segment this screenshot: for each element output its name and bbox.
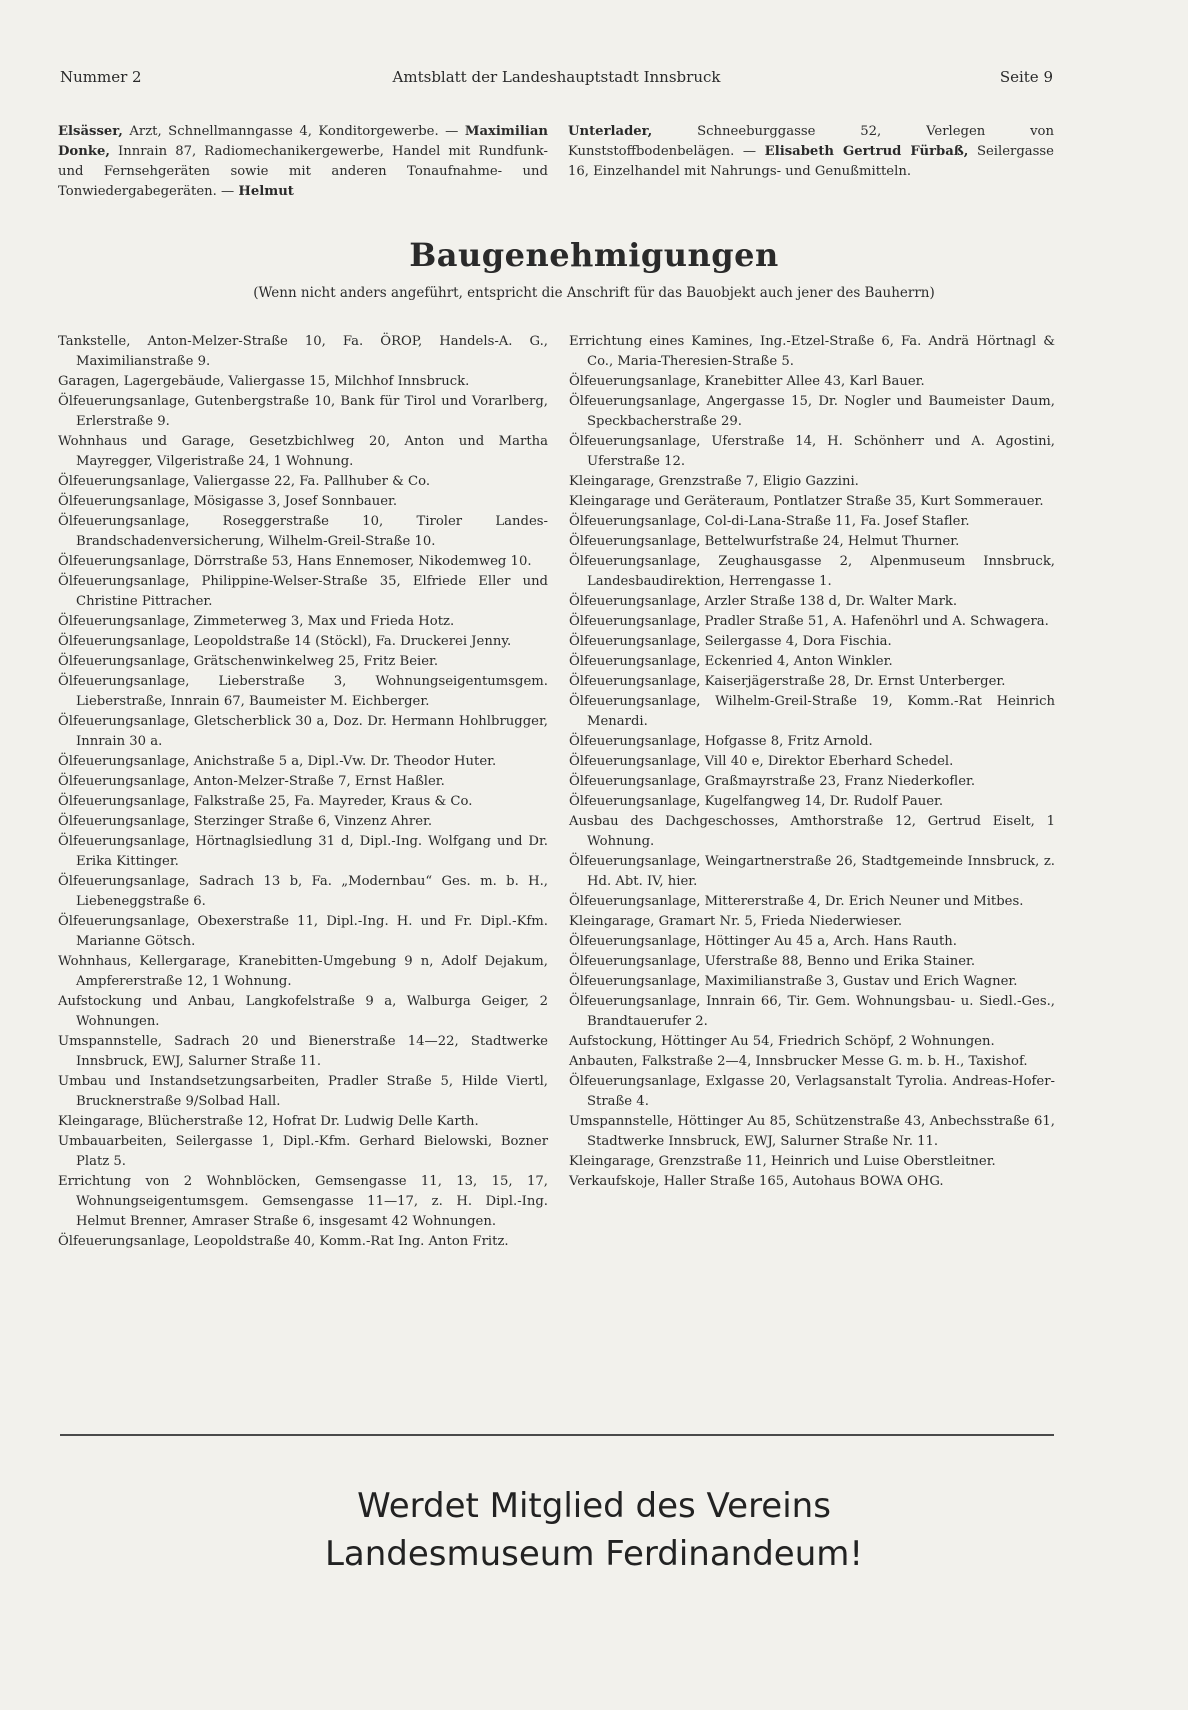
permit-entry: Ölfeuerungsanlage, Gletscherblick 30 a, Doz. Dr. Hermann Hohlbrugger, Innrain 30 a.: [58, 714, 548, 749]
permit-entry: Aufstockung, Höttinger Au 54, Friedrich Schöpf, 2 Wohnungen.: [569, 1034, 995, 1049]
permit-entry: Ölfeuerungsanlage, Dörrstraße 53, Hans Ennemoser, Nikodemweg 10.: [58, 554, 532, 569]
permit-entry: Ölfeuerungsanlage, Leopoldstraße 14 (Stöckl), Fa. Druckerei Jenny.: [58, 634, 512, 649]
permit-entry: Ölfeuerungsanlage, Anton-Melzer-Straße 7, Ernst Haßler.: [58, 774, 445, 789]
permit-entry: Ölfeuerungsanlage, Innrain 66, Tir. Gem. Wohnungsbau- u. Siedl.-Ges., Brandtauerufer 2.: [569, 994, 1055, 1029]
permit-entry: Kleingarage, Blücherstraße 12, Hofrat Dr. Ludwig Delle Karth.: [58, 1114, 479, 1129]
business-description: Arzt, Schnellmanngasse 4, Konditorgewerbe. —: [122, 124, 465, 139]
permit-entry: Ölfeuerungsanlage, Kugelfangweg 14, Dr. Rudolf Pauer.: [569, 794, 944, 809]
permit-entry: Ölfeuerungsanlage, Lieberstraße 3, Wohnungseigentumsgem. Lieberstraße, Innrain 67, Baumeister M. Eichberger.: [58, 674, 548, 709]
permit-entry: Ölfeuerungsanlage, Zimmeterweg 3, Max und Frieda Hotz.: [58, 614, 455, 629]
permit-entry: Ölfeuerungsanlage, Kranebitter Allee 43, Karl Bauer.: [569, 374, 925, 389]
permit-entry: Kleingarage, Grenzstraße 7, Eligio Gazzini.: [569, 474, 859, 489]
permit-entry: Ölfeuerungsanlage, Hörtnaglsiedlung 31 d, Dipl.-Ing. Wolfgang und Dr. Erika Kittinger.: [58, 834, 548, 869]
permit-entry: Ölfeuerungsanlage, Mittererstraße 4, Dr. Erich Neuner und Mitbes.: [569, 894, 1024, 909]
permit-entry: Ölfeuerungsanlage, Leopoldstraße 40, Komm.-Rat Ing. Anton Fritz.: [58, 1234, 509, 1249]
page-header: [60, 68, 1053, 94]
advertisement-line-2: Landesmuseum Ferdinandeum!: [324, 1534, 864, 1574]
section-subtitle: (Wenn nicht anders angeführt, entspricht die Anschrift für das Bauobjekt auch jener des Bauherrn): [253, 285, 935, 301]
issue-number: Nummer 2: [60, 68, 142, 86]
permit-entry: Ölfeuerungsanlage, Uferstraße 14, H. Schönherr und A. Agostini, Uferstraße 12.: [569, 434, 1055, 469]
permit-entry: Ölfeuerungsanlage, Roseggerstraße 10, Tiroler Landes-Brandschadenversicherung, Wilhelm-Greil-Straße 10.: [58, 514, 548, 549]
permit-entry: Ölfeuerungsanlage, Falkstraße 25, Fa. Mayreder, Kraus & Co.: [58, 794, 473, 809]
divider-rule: [60, 1434, 1054, 1436]
top-text-right: [568, 122, 1054, 182]
permit-entry: Ölfeuerungsanlage, Uferstraße 88, Benno und Erika Stainer.: [569, 954, 976, 969]
permit-entry: Ölfeuerungsanlage, Vill 40 e, Direktor Eberhard Schedel.: [569, 754, 954, 769]
permit-entry: Ölfeuerungsanlage, Philippine-Welser-Straße 35, Elfriede Eller und Christine Pittracher.: [58, 574, 548, 609]
section-title: Baugenehmigungen: [409, 236, 779, 274]
permit-entry: Errichtung eines Kamines, Ing.-Etzel-Straße 6, Fa. Andrä Hörtnagl & Co., Maria-Theresien-Straße 5.: [569, 334, 1055, 369]
permit-entry: Ölfeuerungsanlage, Exlgasse 20, Verlagsanstalt Tyrolia. Andreas-Hofer-Straße 4.: [569, 1074, 1055, 1109]
permit-entry: Ölfeuerungsanlage, Höttinger Au 45 a, Arch. Hans Rauth.: [569, 934, 957, 949]
permit-entry: Ölfeuerungsanlage, Maximilianstraße 3, Gustav und Erich Wagner.: [569, 974, 1018, 989]
permit-entry: Ölfeuerungsanlage, Zeughausgasse 2, Alpenmuseum Innsbruck, Landesbaudirektion, Herrengasse 1.: [569, 554, 1055, 589]
permit-entry: Ölfeuerungsanlage, Weingartnerstraße 26, Stadtgemeinde Innsbruck, z. Hd. Abt. IV, hier.: [569, 854, 1055, 889]
permit-entry: Tankstelle, Anton-Melzer-Straße 10, Fa. ÖROP, Handels-A. G., Maximilianstraße 9.: [58, 334, 548, 369]
advertisement: [0, 1482, 1188, 1578]
permit-entry: Kleingarage, Grenzstraße 11, Heinrich und Luise Oberstleitner.: [569, 1154, 996, 1169]
permit-entry: Wohnhaus und Garage, Gesetzbichlweg 20, Anton und Martha Mayregger, Vilgeristraße 24, 1 Wohnung.: [58, 434, 548, 469]
page-number: Seite 9: [999, 68, 1053, 86]
business-description: Schneeburggasse 52, Verlegen von Kunststoffbodenbelägen. —: [568, 124, 1054, 159]
permit-entry: Verkaufskoje, Haller Straße 165, Autohaus BOWA OHG.: [569, 1174, 944, 1189]
permit-entry: Umspannstelle, Sadrach 20 und Bienerstraße 14—22, Stadtwerke Innsbruck, EWJ, Salurner Straße 11.: [58, 1034, 548, 1069]
permits-column-right: [569, 332, 1055, 1192]
business-name: Elsässer,: [58, 124, 123, 139]
permit-entry: Wohnhaus, Kellergarage, Kranebitten-Umgebung 9 n, Adolf Dejakum, Ampfererstraße 12, 1 Wohnung.: [58, 954, 548, 989]
permit-entry: Anbauten, Falkstraße 2—4, Innsbrucker Messe G. m. b. H., Taxishof.: [569, 1054, 1028, 1069]
permit-entry: Ölfeuerungsanlage, Sadrach 13 b, Fa. „Modernbau“ Ges. m. b. H., Liebeneggstraße 6.: [58, 874, 548, 909]
business-name: Unterlader,: [568, 124, 653, 139]
permit-entry: Ölfeuerungsanlage, Col-di-Lana-Straße 11, Fa. Josef Stafler.: [569, 514, 970, 529]
permit-entry: Ölfeuerungsanlage, Wilhelm-Greil-Straße 19, Komm.-Rat Heinrich Menardi.: [569, 694, 1055, 729]
permit-entry: Garagen, Lagergebäude, Valiergasse 15, Milchhof Innsbruck.: [58, 374, 470, 389]
permit-entry: Ölfeuerungsanlage, Sterzinger Straße 6, Vinzenz Ahrer.: [58, 814, 433, 829]
permit-entry: Ölfeuerungsanlage, Angergasse 15, Dr. Nogler und Baumeister Daum, Speckbacherstraße 29.: [569, 394, 1055, 429]
publication-title: Amtsblatt der Landeshauptstadt Innsbruck: [392, 68, 721, 86]
permit-entry: Ölfeuerungsanlage, Obexerstraße 11, Dipl.-Ing. H. und Fr. Dipl.-Kfm. Marianne Götsch.: [58, 914, 548, 949]
permit-entry: Umspannstelle, Höttinger Au 85, Schützenstraße 43, Anbechsstraße 61, Stadtwerke Innsbruck, EWJ, Salurner Straße Nr. 11.: [569, 1114, 1055, 1149]
permit-entry: Ölfeuerungsanlage, Bettelwurfstraße 24, Helmut Thurner.: [569, 534, 960, 549]
permit-entry: Ölfeuerungsanlage, Seilergasse 4, Dora Fischia.: [569, 634, 892, 649]
business-description: Seilergasse 16, Einzelhandel mit Nahrungs- und Genußmitteln.: [568, 144, 1054, 179]
permit-entry: Ölfeuerungsanlage, Graßmayrstraße 23, Franz Niederkofler.: [569, 774, 976, 789]
permit-entry: Ölfeuerungsanlage, Valiergasse 22, Fa. Pallhuber & Co.: [58, 474, 431, 489]
permit-entry: Ölfeuerungsanlage, Eckenried 4, Anton Winkler.: [569, 654, 893, 669]
permit-entry: Aufstockung und Anbau, Langkofelstraße 9 a, Walburga Geiger, 2 Wohnungen.: [58, 994, 548, 1029]
business-name: Elisabeth Gertrud Fürbaß,: [764, 144, 969, 159]
business-name: Maximilian Donke,: [58, 124, 548, 159]
business-description: Innrain 87, Radiomechanikergewerbe, Handel mit Rundfunk- und Fernsehgeräten sowie mit anderen Tonaufnahme- und Tonwiedergabegeräten. —: [58, 144, 548, 199]
permit-entry: Ausbau des Dachgeschosses, Amthorstraße 12, Gertrud Eiselt, 1 Wohnung.: [569, 814, 1055, 849]
permit-entry: Ölfeuerungsanlage, Grätschenwinkelweg 25, Fritz Beier.: [58, 654, 439, 669]
permit-entry: Ölfeuerungsanlage, Mösigasse 3, Josef Sonnbauer.: [58, 494, 398, 509]
permit-entry: Ölfeuerungsanlage, Anichstraße 5 a, Dipl.-Vw. Dr. Theodor Huter.: [58, 754, 497, 769]
permit-entry: Umbauarbeiten, Seilergasse 1, Dipl.-Kfm. Gerhard Bielowski, Bozner Platz 5.: [58, 1134, 548, 1169]
permit-entry: Ölfeuerungsanlage, Gutenbergstraße 10, Bank für Tirol und Vorarlberg, Erlerstraße 9.: [58, 394, 548, 429]
permit-entry: Kleingarage und Geräteraum, Pontlatzer Straße 35, Kurt Sommerauer.: [569, 494, 1044, 509]
permit-entry: Kleingarage, Gramart Nr. 5, Frieda Niederwieser.: [569, 914, 903, 929]
permit-entry: Ölfeuerungsanlage, Arzler Straße 138 d, Dr. Walter Mark.: [569, 594, 958, 609]
business-name: Helmut: [238, 184, 294, 199]
permit-entry: Errichtung von 2 Wohnblöcken, Gemsengasse 11, 13, 15, 17, Wohnungseigentumsgem. Gemsengasse 11—17, z. H. Dipl.-Ing. Helmut Brenner, Amraser Straße 6, insgesamt 42 Wohnungen.: [58, 1174, 548, 1229]
permit-entry: Ölfeuerungsanlage, Pradler Straße 51, A. Hafenöhrl und A. Schwagera.: [569, 614, 1049, 629]
top-text-left: [58, 122, 548, 202]
permit-entry: Umbau und Instandsetzungsarbeiten, Pradler Straße 5, Hilde Viertl, Brucknerstraße 9/Solbad Hall.: [58, 1074, 548, 1109]
permit-entry: Ölfeuerungsanlage, Kaiserjägerstraße 28, Dr. Ernst Unterberger.: [569, 674, 1006, 689]
permits-column-left: [58, 332, 548, 1252]
permit-entry: Ölfeuerungsanlage, Hofgasse 8, Fritz Arnold.: [569, 734, 873, 749]
advertisement-line-1: Werdet Mitglied des Vereins: [357, 1486, 831, 1526]
